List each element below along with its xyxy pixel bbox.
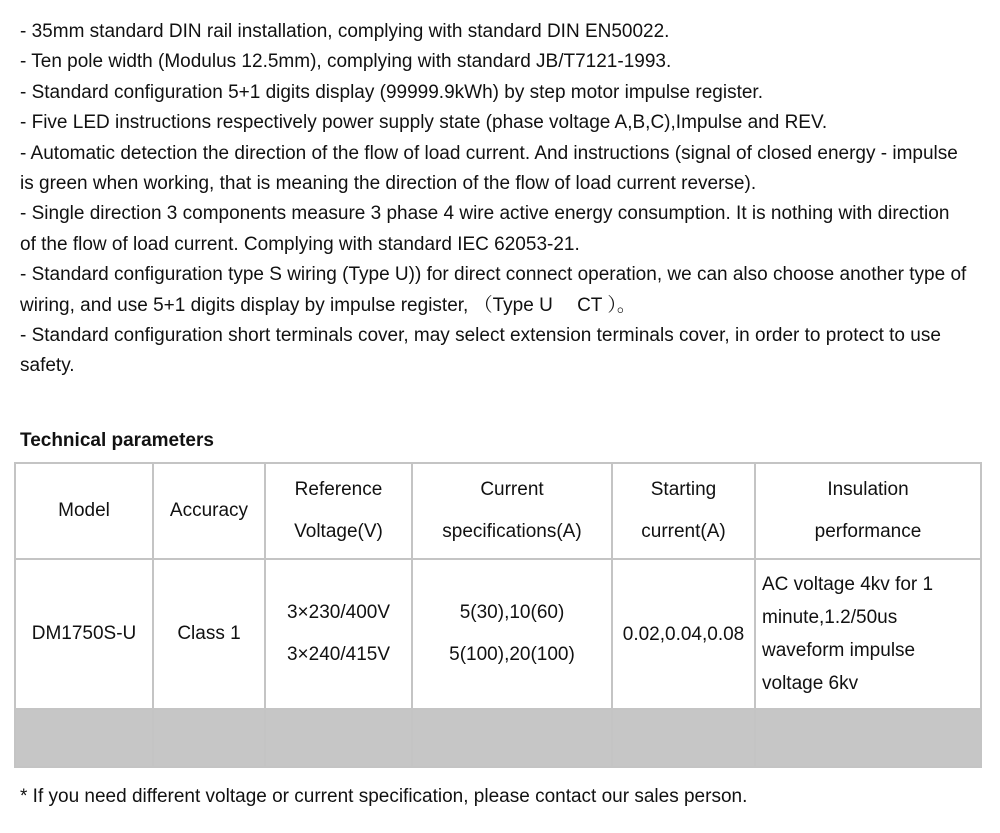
feature-item: - Standard configuration short terminals cover, may select extension terminals cover, in order to protect to use safety. [20, 325, 941, 377]
table-row [15, 559, 981, 709]
cell-text: 3×240/415V [286, 644, 390, 665]
footnote: * If you need different voltage or current specification, please contact our sales person. [20, 786, 748, 807]
feature-item: - Standard configuration 5+1 digits display (99999.9kWh) by step motor impulse register. [20, 81, 763, 103]
cell-reference-voltage [265, 559, 412, 709]
header-text: Reference [294, 479, 383, 500]
cell-accuracy: Class 1 [153, 559, 265, 709]
section-title: Technical parameters [20, 430, 214, 451]
header-current-specifications [412, 463, 612, 559]
feature-item: - Ten pole width (Modulus 12.5mm), complying with standard JB/T7121-1993. [20, 51, 672, 73]
header-text: Voltage(V) [294, 521, 383, 542]
empty-cell [755, 709, 981, 767]
header-text: Starting [650, 479, 717, 500]
feature-item: - 35mm standard DIN rail installation, complying with standard DIN EN50022. [20, 21, 670, 42]
empty-cell [265, 709, 412, 767]
table-header-row [15, 463, 981, 559]
empty-cell [412, 709, 612, 767]
cell-text: 5(100),20(100) [449, 644, 575, 665]
feature-item: - Five LED instructions respectively power supply state (phase voltage A,B,C),Impulse and REV. [20, 112, 828, 134]
feature-item: - Single direction 3 components measure 3 phase 4 wire active energy consumption. It is nothing with direction of the flow of load current. Complying with standard IEC 62053-21. [20, 203, 950, 255]
header-text: current(A) [641, 521, 726, 542]
table-empty-row [15, 709, 981, 767]
header-accuracy: Accuracy [153, 463, 265, 559]
cell-text: 3×230/400V [286, 602, 390, 623]
header-text: specifications(A) [442, 521, 582, 542]
feature-item: - Automatic detection the direction of the flow of load current. And instructions (signal of closed energy - impulse is green when working, that is meaning the direction of the flow of load current reverse). [20, 142, 958, 195]
feature-list [20, 17, 970, 382]
header-text: Current [480, 479, 544, 500]
technical-parameters-table [14, 462, 982, 768]
header-insulation-performance [755, 463, 981, 559]
header-model: Model [15, 463, 153, 559]
cell-starting-current: 0.02,0.04,0.08 [612, 559, 755, 709]
empty-cell [15, 709, 153, 767]
cell-insulation-performance: AC voltage 4kv for 1 minute,1.2/50us waveform impulse voltage 6kv [755, 559, 981, 709]
header-text: Insulation [827, 479, 909, 500]
feature-item: - Standard configuration type S wiring (Type U)) for direct connect operation, we can also choose another type of wiring, and use 5+1 digits display by impulse register, （Type U CT ）。 [20, 264, 967, 316]
header-starting-current [612, 463, 755, 559]
cell-current-specifications [412, 559, 612, 709]
header-reference-voltage [265, 463, 412, 559]
empty-cell [612, 709, 755, 767]
empty-cell [153, 709, 265, 767]
cell-text: 5(30),10(60) [459, 602, 565, 623]
header-text: performance [814, 521, 922, 542]
cell-model: DM1750S-U [15, 559, 153, 709]
